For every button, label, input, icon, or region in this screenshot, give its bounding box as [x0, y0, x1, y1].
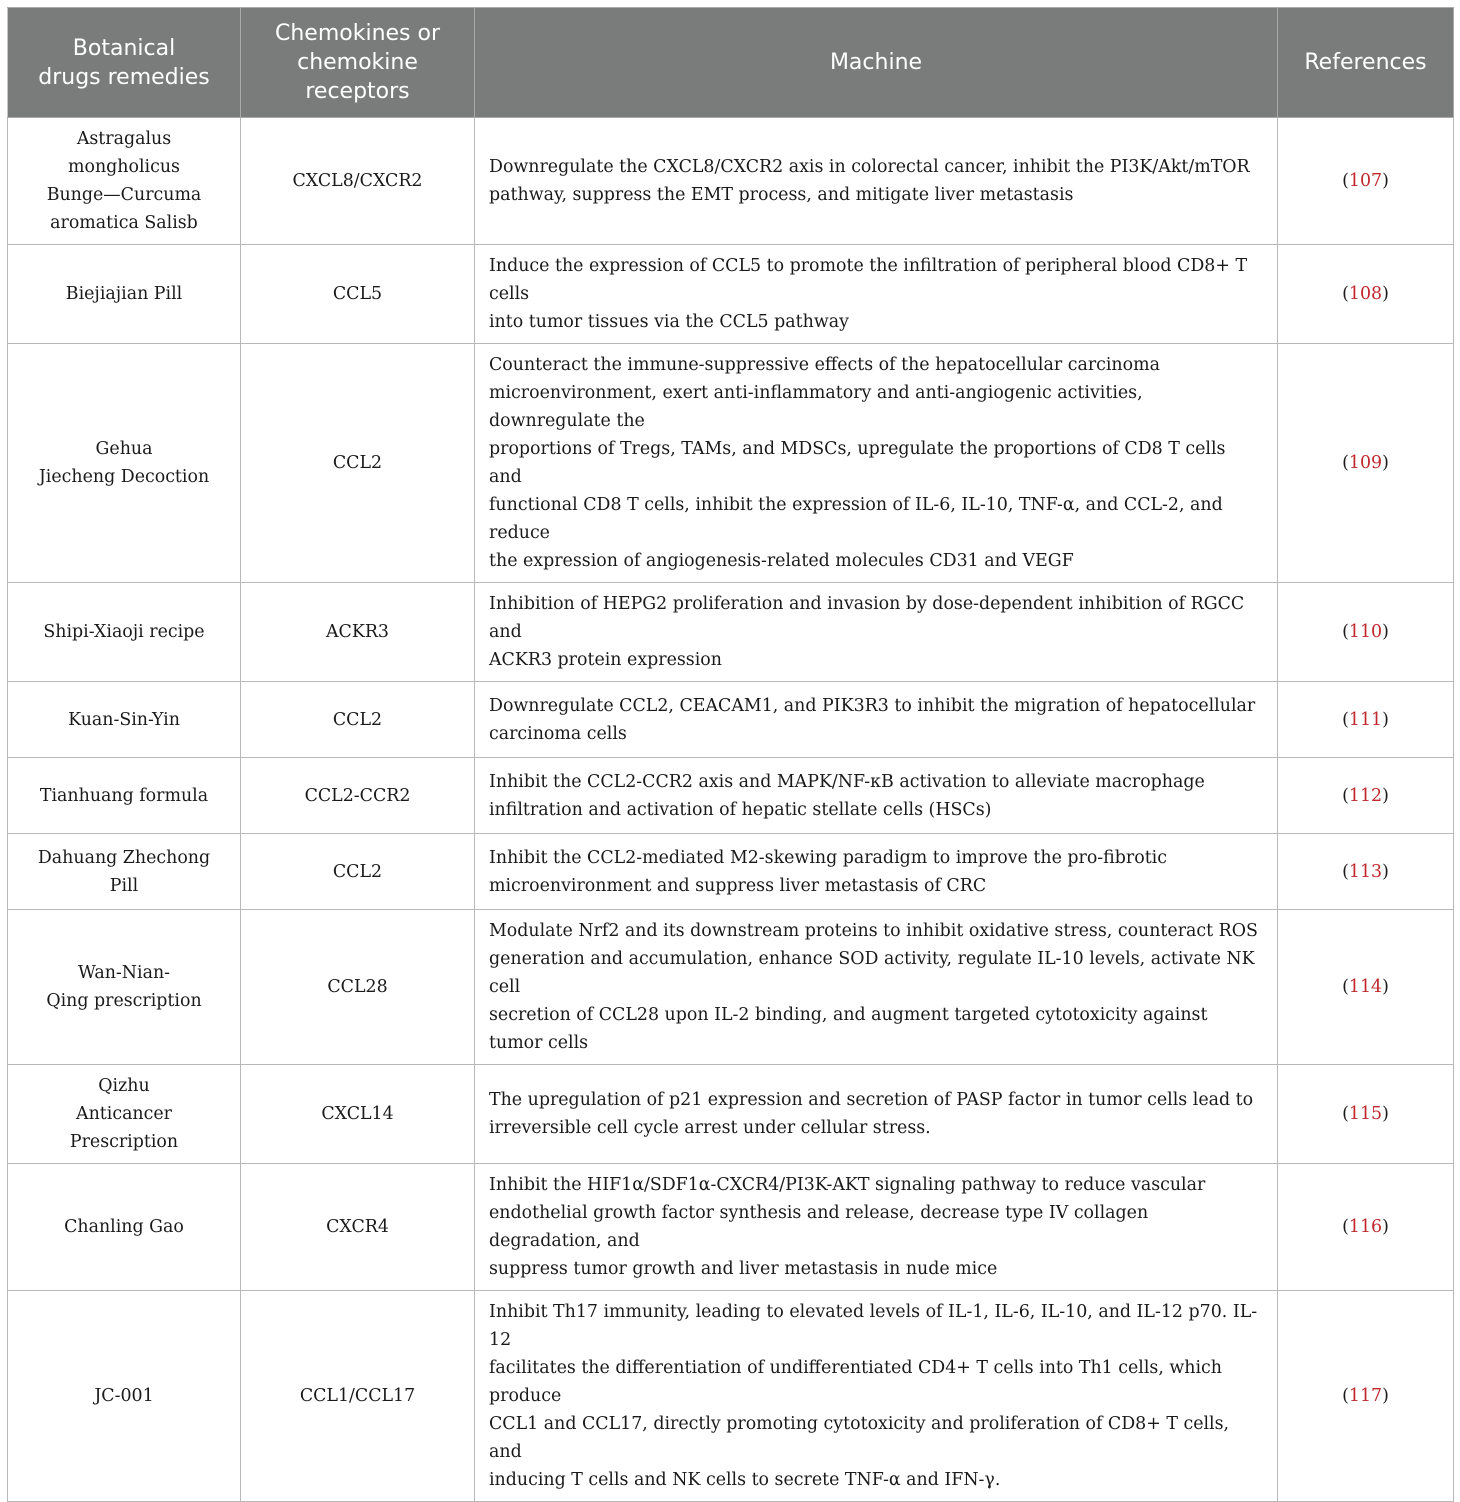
cell-machine [475, 834, 1278, 910]
cell-chemokine: CXCL14 [241, 1065, 475, 1164]
drug-name-line: Qing prescription [46, 991, 202, 1011]
cell-reference: (109) [1278, 344, 1454, 583]
machine-text-line: irreversible cell cycle arrest under cellular stress. [489, 1118, 931, 1138]
cell-machine [475, 583, 1278, 682]
drug-name-line: Wan-Nian- [77, 963, 171, 983]
table-row [8, 682, 1454, 758]
cell-chemokine: CCL2 [241, 344, 475, 583]
machine-text-line: endothelial growth factor synthesis and release, decrease type IV collagen degradation, and [489, 1203, 1149, 1251]
table-row [8, 758, 1454, 834]
cell-reference: (111) [1278, 682, 1454, 758]
machine-text-line: infiltration and activation of hepatic stellate cells (HSCs) [489, 799, 992, 820]
header-row [8, 8, 1454, 118]
cell-botanical-drug [8, 910, 241, 1065]
table-row [8, 834, 1454, 910]
header-botanical-drugs: Botanical drugs remedies [8, 8, 241, 118]
reference-link[interactable]: 113 [1348, 861, 1383, 882]
drug-name-line: Jiecheng Decoction [38, 467, 210, 487]
cell-chemokine: CCL28 [241, 910, 475, 1065]
reference-link[interactable]: 108 [1348, 284, 1383, 304]
cell-reference: (115) [1278, 1065, 1454, 1164]
machine-text-line: Inhibit Th17 immunity, leading to elevated levels of IL-1, IL-6, IL-10, and IL-12 p70. IL-12 [489, 1302, 1258, 1350]
cell-machine [475, 118, 1278, 245]
drug-name-line: Tianhuang formula [39, 785, 209, 806]
cell-machine [475, 1291, 1278, 1502]
header-machine: Machine [475, 8, 1278, 118]
cell-reference: (113) [1278, 834, 1454, 910]
header-chemokines: Chemokines or chemokine receptors [241, 8, 475, 118]
cell-botanical-drug [8, 834, 241, 910]
table-row [8, 1065, 1454, 1164]
table-row [8, 344, 1454, 583]
cell-chemokine: ACKR3 [241, 583, 475, 682]
machine-text-line: The upregulation of p21 expression and secretion of PASP factor in tumor cells lead to [489, 1090, 1254, 1110]
drug-name-line: aromatica Salisb [50, 213, 198, 233]
machine-text-line: inducing T cells and NK cells to secrete TNF-α and IFN-γ. [489, 1470, 1001, 1490]
machine-text-line: Modulate Nrf2 and its downstream proteins to inhibit oxidative stress, counteract ROS [489, 921, 1258, 941]
reference-link[interactable]: 116 [1348, 1217, 1383, 1237]
drug-name-line: Anticancer Prescription [69, 1104, 179, 1152]
drug-name-line: Astragalus mongholicus [68, 129, 180, 177]
cell-machine [475, 758, 1278, 834]
machine-text-line: Induce the expression of CCL5 to promote the infiltration of peripheral blood CD8+ T cells [489, 256, 1248, 304]
reference-link[interactable]: 117 [1348, 1386, 1383, 1406]
machine-text-line: proportions of Tregs, TAMs, and MDSCs, upregulate the proportions of CD8 T cells and [489, 439, 1226, 487]
machine-text-line: CCL1 and CCL17, directly promoting cytotoxicity and proliferation of CD8+ T cells, and [489, 1414, 1230, 1462]
cell-reference: (117) [1278, 1291, 1454, 1502]
drug-name-line: Shipi-Xiaoji recipe [43, 622, 205, 642]
reference-link[interactable]: 109 [1348, 453, 1383, 473]
table-row [8, 1291, 1454, 1502]
reference-link[interactable]: 115 [1348, 1104, 1383, 1124]
machine-text-line: into tumor tissues via the CCL5 pathway [489, 312, 849, 332]
cell-reference: (114) [1278, 910, 1454, 1065]
machine-text-line: microenvironment and suppress liver metastasis of CRC [489, 875, 987, 896]
reference-link[interactable]: 112 [1348, 785, 1383, 806]
cell-chemokine: CCL2 [241, 682, 475, 758]
cell-botanical-drug [8, 1291, 241, 1502]
cell-reference: (107) [1278, 118, 1454, 245]
data-table [7, 7, 1454, 1502]
drug-name-line: Bunge—Curcuma [46, 185, 202, 205]
drug-name-line: Biejiajian Pill [65, 284, 183, 304]
header-references: References [1278, 8, 1454, 118]
cell-botanical-drug [8, 583, 241, 682]
machine-text-line: Downregulate the CXCL8/CXCR2 axis in colorectal cancer, inhibit the PI3K/Akt/mTOR [489, 157, 1250, 177]
cell-reference: (116) [1278, 1164, 1454, 1291]
machine-text-line: Downregulate CCL2, CEACAM1, and PIK3R3 to inhibit the migration of hepatocellular [489, 695, 1256, 716]
cell-machine [475, 245, 1278, 344]
cell-machine [475, 344, 1278, 583]
cell-reference: (110) [1278, 583, 1454, 682]
cell-reference: (108) [1278, 245, 1454, 344]
table-body [8, 118, 1454, 1502]
reference-link[interactable]: 110 [1348, 622, 1383, 642]
cell-chemokine: CXCL8/CXCR2 [241, 118, 475, 245]
cell-machine [475, 682, 1278, 758]
machine-text-line: the expression of angiogenesis-related molecules CD31 and VEGF [489, 551, 1074, 571]
reference-link[interactable]: 114 [1348, 977, 1383, 997]
machine-text-line: Inhibition of HEPG2 proliferation and invasion by dose-dependent inhibition of RGCC and [489, 594, 1245, 642]
table-row [8, 245, 1454, 344]
drug-name-line: Gehua [95, 439, 153, 459]
cell-botanical-drug [8, 245, 241, 344]
machine-text-line: suppress tumor growth and liver metastasis in nude mice [489, 1259, 998, 1279]
reference-link[interactable]: 111 [1348, 709, 1383, 730]
machine-text-line: functional CD8 T cells, inhibit the expression of IL-6, IL-10, TNF-α, and CCL-2, and reduce [489, 495, 1223, 543]
table-row [8, 910, 1454, 1065]
cell-machine [475, 910, 1278, 1065]
drug-name-line: Dahuang Zhechong Pill [37, 847, 211, 896]
cell-chemokine: CCL2 [241, 834, 475, 910]
cell-botanical-drug [8, 1065, 241, 1164]
machine-text-line: pathway, suppress the EMT process, and mitigate liver metastasis [489, 185, 1074, 205]
drug-name-line: JC-001 [94, 1386, 154, 1406]
drug-name-line: Chanling Gao [64, 1217, 184, 1237]
cell-botanical-drug [8, 682, 241, 758]
cell-botanical-drug [8, 344, 241, 583]
cell-chemokine: CCL2-CCR2 [241, 758, 475, 834]
machine-text-line: Counteract the immune-suppressive effects of the hepatocellular carcinoma [489, 355, 1160, 375]
cell-botanical-drug [8, 758, 241, 834]
cell-chemokine: CCL5 [241, 245, 475, 344]
cell-botanical-drug [8, 118, 241, 245]
drug-name-line: Kuan-Sin-Yin [68, 709, 180, 730]
drug-name-line: Qizhu [98, 1076, 150, 1096]
machine-text-line: generation and accumulation, enhance SOD activity, regulate IL-10 levels, activate NK cell [489, 949, 1255, 997]
table-row [8, 583, 1454, 682]
cell-chemokine: CCL1/CCL17 [241, 1291, 475, 1502]
machine-text-line: facilitates the differentiation of undifferentiated CD4+ T cells into Th1 cells, which produce [489, 1358, 1222, 1406]
machine-text-line: carcinoma cells [489, 723, 627, 744]
cell-chemokine: CXCR4 [241, 1164, 475, 1291]
machine-text-line: microenvironment, exert anti-inflammatory and anti-angiogenic activities, downregulate the [489, 383, 1143, 431]
cell-machine [475, 1065, 1278, 1164]
machine-text-line: ACKR3 protein expression [489, 650, 722, 670]
cell-reference: (112) [1278, 758, 1454, 834]
table-row [8, 118, 1454, 245]
machine-text-line: secretion of CCL28 upon IL-2 binding, and augment targeted cytotoxicity against tumor cells [489, 1005, 1208, 1053]
machine-text-line: Inhibit the HIF1α/SDF1α-CXCR4/PI3K-AKT signaling pathway to reduce vascular [489, 1175, 1206, 1195]
machine-text-line: Inhibit the CCL2-mediated M2-skewing paradigm to improve the pro-fibrotic [489, 847, 1167, 868]
reference-link[interactable]: 107 [1348, 171, 1383, 191]
machine-text-line: Inhibit the CCL2-CCR2 axis and MAPK/NF-κB activation to alleviate macrophage [489, 771, 1205, 792]
